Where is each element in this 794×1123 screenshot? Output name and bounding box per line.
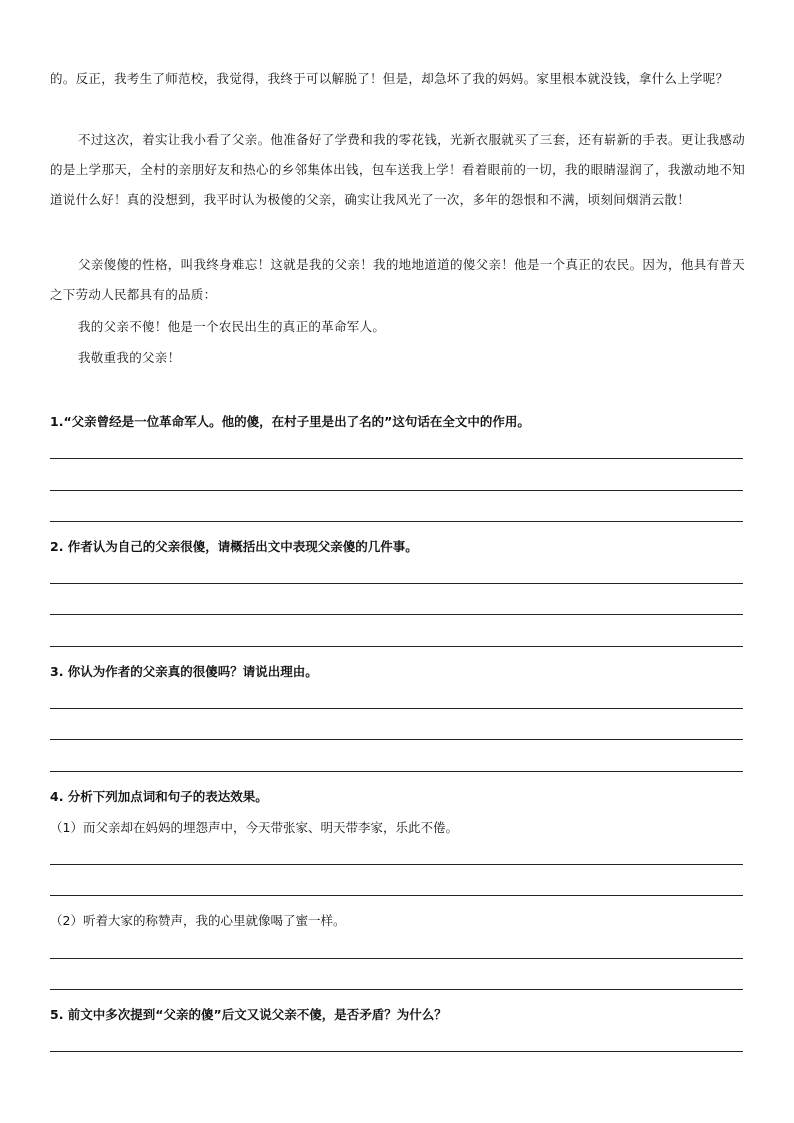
- passage-paragraph-3: 父亲傻傻的性格，叫我终身难忘！这就是我的父亲！我的地地道道的傻父亲！他是一个真正的农民。因为，他具有普天之下劳动人民都具有的品质：: [50, 257, 745, 302]
- answer-line[interactable]: [50, 1051, 743, 1052]
- question-2: 2. 作者认为自己的父亲很傻，请概括出文中表现父亲傻的几件事。: [50, 539, 418, 554]
- passage-paragraph-4: 我的父亲不傻！他是一个农民出生的真正的革命军人。: [78, 319, 386, 334]
- question-4-part-1: （1）而父亲却在妈妈的埋怨声中，今天带张家、明天带李家，乐此不倦。: [50, 820, 458, 835]
- passage-paragraph-2: 不过这次，着实让我小看了父亲。他准备好了学费和我的零花钱，光新衣服就买了三套，还有崭新的手表。更让我感动的是上学那天，全村的亲朋好友和热心的乡邻集体出钱，包车送我上学！看着眼前的一切，我的眼睛湿润了，我激动地不知道说什么好！真的没想到，我平时认为极傻的父亲，确实让我风光了一次，多年的怨恨和不满，顷刻间烟消云散！: [50, 132, 745, 207]
- answer-line[interactable]: [50, 895, 743, 896]
- answer-line[interactable]: [50, 989, 743, 990]
- question-4-part-2: （2）听着大家的称赞声，我的心里就像喝了蜜一样。: [50, 913, 346, 928]
- answer-line[interactable]: [50, 739, 743, 740]
- answer-line[interactable]: [50, 614, 743, 615]
- answer-line[interactable]: [50, 490, 743, 491]
- answer-line[interactable]: [50, 771, 743, 772]
- answer-line[interactable]: [50, 708, 743, 709]
- answer-line[interactable]: [50, 521, 743, 522]
- passage-paragraph-5: 我敬重我的父亲！: [78, 350, 181, 365]
- question-3: 3. 你认为作者的父亲真的很傻吗？请说出理由。: [50, 664, 318, 679]
- answer-line[interactable]: [50, 864, 743, 865]
- answer-line[interactable]: [50, 646, 743, 647]
- answer-line[interactable]: [50, 458, 743, 459]
- answer-line[interactable]: [50, 958, 743, 959]
- question-5: 5. 前文中多次提到“父亲的傻”后文又说父亲不傻，是否矛盾？为什么？: [50, 1007, 447, 1022]
- question-4: 4. 分析下列加点词和句子的表达效果。: [50, 789, 268, 804]
- question-1: 1.“父亲曾经是一位革命军人。他的傻，在村子里是出了名的”这句话在全文中的作用。: [50, 414, 530, 429]
- answer-line[interactable]: [50, 583, 743, 584]
- passage-paragraph-1: 的。反正，我考生了师范校，我觉得，我终于可以解脱了！但是，却急坏了我的妈妈。家里根本就没钱，拿什么上学呢？: [50, 71, 729, 86]
